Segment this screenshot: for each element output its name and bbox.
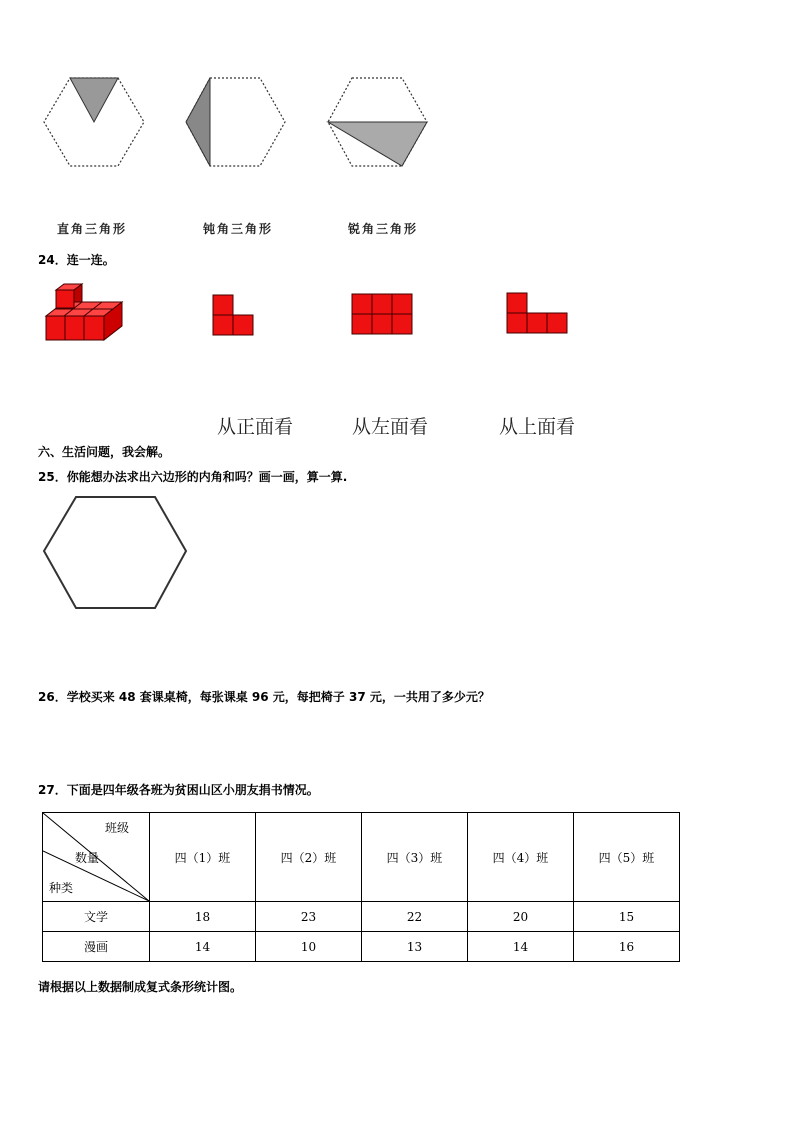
hexagon-triangles-figure <box>38 72 438 172</box>
question-25: 25．你能想办法求出六边形的内角和吗？画一画，算一算. <box>38 470 348 484</box>
cell-comics-5: 16 <box>574 932 680 962</box>
question-26: 26．学校买来 48 套课桌椅，每张课桌 96 元，每把椅子 37 元，一共用了多少元？ <box>38 690 490 704</box>
question-27: 27．下面是四年级各班为贫困山区小朋友捐书情况。 <box>38 783 319 797</box>
book-donation-table <box>42 812 680 962</box>
cell-comics-4: 14 <box>468 932 574 962</box>
table-corner-header <box>43 813 150 902</box>
cell-comics-2: 10 <box>256 932 362 962</box>
label-right-triangle: 直角三角形 <box>57 222 128 236</box>
label-obtuse-triangle: 钝角三角形 <box>203 222 274 236</box>
view-left-shape <box>212 294 256 336</box>
header-class-4: 四（4）班 <box>468 813 574 902</box>
hexagon-figure <box>40 494 190 612</box>
header-class-2: 四（2）班 <box>256 813 362 902</box>
view-top-shape <box>506 292 568 334</box>
cube-stack-3d <box>44 282 126 342</box>
cell-literature-1: 18 <box>150 902 256 932</box>
row-label-literature: 文学 <box>43 902 150 932</box>
cell-comics-3: 13 <box>362 932 468 962</box>
row-label-comics: 漫画 <box>43 932 150 962</box>
corner-label-type: 种类 <box>49 881 74 895</box>
header-class-1: 四（1）班 <box>150 813 256 902</box>
view-front-shape <box>351 293 413 335</box>
header-class-5: 四（5）班 <box>574 813 680 902</box>
table-row-comics <box>43 932 680 962</box>
chart-instruction: 请根据以上数据制成复式条形统计图。 <box>38 980 243 994</box>
table-row-literature <box>43 902 680 932</box>
corner-label-class: 班级 <box>105 821 130 835</box>
header-class-3: 四（3）班 <box>362 813 468 902</box>
cell-literature-3: 22 <box>362 902 468 932</box>
cell-comics-1: 14 <box>150 932 256 962</box>
view-label-left: 从左面看 <box>352 416 429 438</box>
hexagon-acute-triangle <box>328 78 427 166</box>
cell-literature-2: 23 <box>256 902 362 932</box>
section-6-title: 六、生活问题，我会解。 <box>38 445 171 459</box>
view-label-top: 从上面看 <box>499 416 576 438</box>
hexagon-obtuse-triangle <box>186 78 285 166</box>
hexagon-right-triangle <box>44 78 144 166</box>
corner-label-quantity: 数量 <box>75 851 100 865</box>
view-label-front: 从正面看 <box>217 416 294 438</box>
question-24: 24．连一连。 <box>38 253 115 267</box>
label-acute-triangle: 锐角三角形 <box>348 222 419 236</box>
cell-literature-4: 20 <box>468 902 574 932</box>
cell-literature-5: 15 <box>574 902 680 932</box>
